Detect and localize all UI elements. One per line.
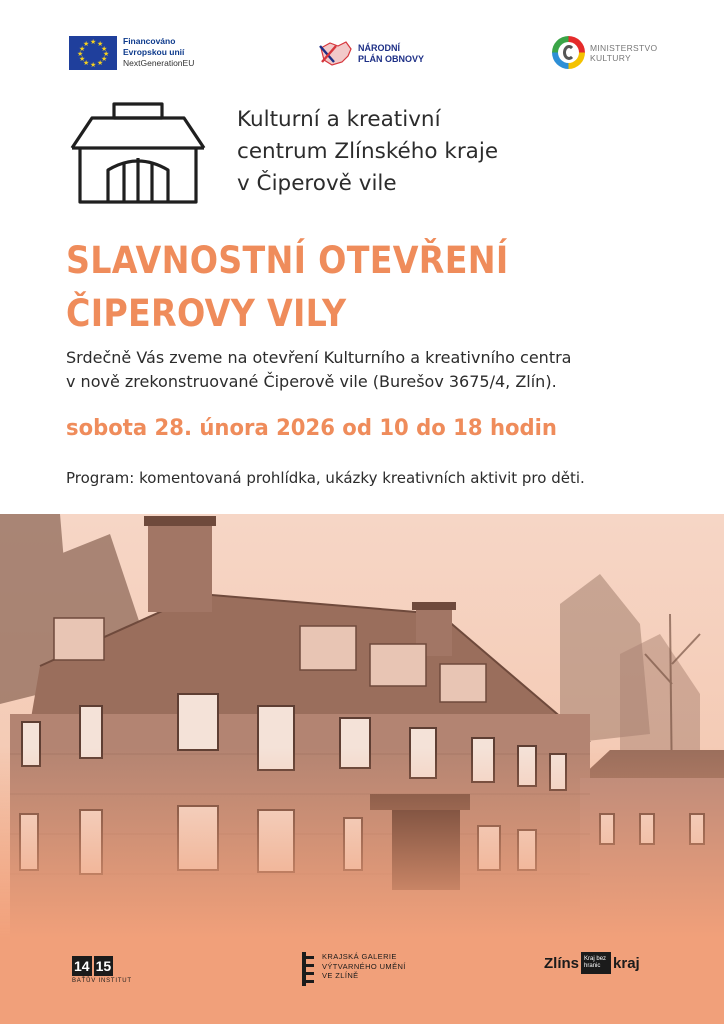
galerie-line1: KRAJSKÁ GALERIE bbox=[322, 952, 397, 961]
bottom-logo-band bbox=[0, 938, 724, 1024]
invitation-line2: v nově zrekonstruované Čiperově vile (Burešov 3675/4, Zlín). bbox=[66, 372, 557, 391]
top-logos-bar bbox=[0, 34, 724, 76]
villa-house-icon bbox=[68, 100, 208, 208]
center-title bbox=[237, 104, 498, 200]
batuv-num-b: 15 bbox=[95, 958, 112, 974]
batuv-label: BAŤŮV INSTITUT bbox=[72, 978, 132, 984]
eu-flag-icon: ★ ★ ★ ★ ★ ★ ★ ★ ★ ★ ★ ★ bbox=[69, 36, 117, 70]
event-date: sobota 28. února 2026 od 10 do 18 hodin bbox=[66, 415, 558, 441]
eu-logo bbox=[69, 36, 194, 70]
batuv-institut-logo bbox=[72, 956, 132, 984]
galerie-text bbox=[322, 952, 406, 981]
galerie-mark-icon bbox=[302, 952, 316, 986]
galerie-line2: VÝTVARNÉHO UMĚNÍ bbox=[322, 961, 406, 971]
zlinsky-word2: kraj bbox=[613, 954, 640, 972]
invitation-text bbox=[66, 346, 571, 394]
ministry-circle-icon bbox=[552, 36, 585, 69]
villa-photo bbox=[0, 514, 724, 938]
ministry-line2: KULTURY bbox=[590, 52, 631, 63]
zlinsky-box: Kraj bez hranic bbox=[581, 952, 611, 974]
invitation-line1: Srdečně Vás zveme na otevření Kulturního a kreativního centra bbox=[66, 348, 572, 367]
ministry-text bbox=[590, 43, 657, 63]
headline-line2: ČIPEROVY VILY bbox=[66, 292, 347, 335]
program-text: Program: komentovaná prohlídka, ukázky kreativních aktivit pro děti. bbox=[66, 469, 585, 487]
center-title-line3: v Čiperově vile bbox=[237, 171, 397, 196]
galerie-line3: VE ZLÍNĚ bbox=[322, 971, 359, 980]
center-title-line1: Kulturní a kreativní bbox=[237, 107, 441, 132]
ministry-logo bbox=[552, 36, 657, 69]
npo-mark-icon bbox=[318, 40, 354, 68]
zlinsky-word1: Zlíns bbox=[544, 954, 580, 972]
page-title bbox=[66, 234, 509, 340]
headline-line1: SLAVNOSTNÍ OTEVŘENÍ bbox=[66, 239, 509, 282]
eu-line2: Evropskou unií bbox=[123, 47, 185, 57]
zlinsky-kraj-logo bbox=[544, 952, 640, 974]
ministry-line1: MINISTERSTVO bbox=[590, 42, 658, 53]
npo-line2: PLÁN OBNOVY bbox=[358, 54, 425, 64]
npo-logo bbox=[318, 40, 424, 68]
batuv-numbers bbox=[72, 956, 132, 976]
eu-line1: Financováno bbox=[123, 36, 176, 46]
npo-text bbox=[358, 43, 424, 65]
npo-line1: NÁRODNÍ bbox=[358, 43, 400, 53]
batuv-num-a: 14 bbox=[74, 958, 90, 974]
galerie-logo bbox=[302, 952, 406, 986]
eu-line3: NextGenerationEU bbox=[123, 58, 195, 68]
center-title-line2: centrum Zlínského kraje bbox=[237, 139, 499, 164]
eu-logo-text bbox=[123, 36, 194, 69]
